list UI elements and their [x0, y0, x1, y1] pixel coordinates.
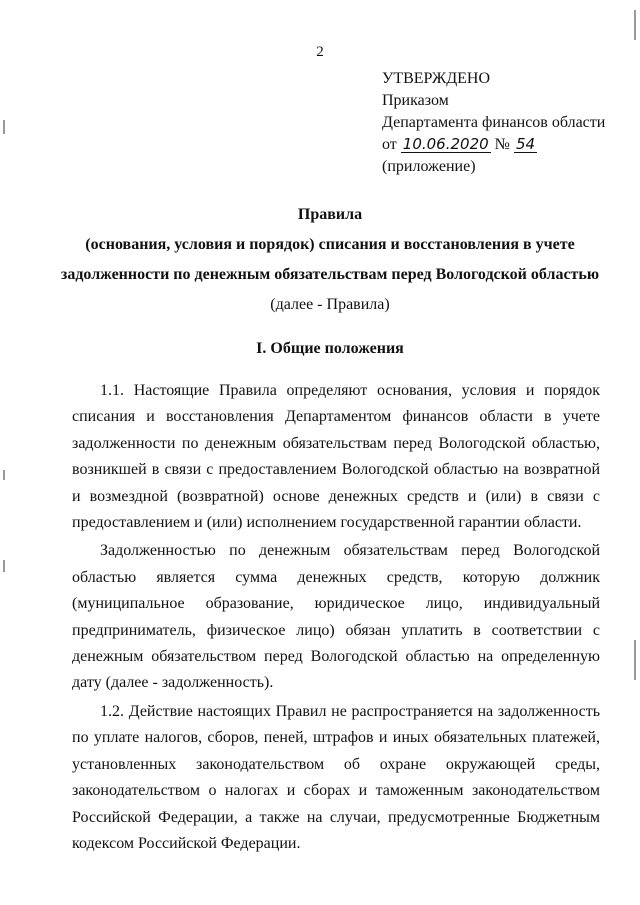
document-title — [60, 200, 600, 320]
paragraph-1-1: 1.1. Настоящие Правила определяют основания, условия и порядок списания и восстановления Департаментом финансов области в учете задолженности по денежным обязательствам перед Вологодской областью, возникшей в связи с предоставлением Вологодской областью на возвратной и возмездной (возвратной) основе денежных средств и (или) в связи с предоставлением и (или) исполнением государственной гарантии области. — [72, 382, 600, 532]
approval-order-label: Приказом — [382, 92, 449, 109]
scan-margin-mark — [3, 470, 5, 480]
approval-block — [382, 68, 605, 178]
title-line-3: задолженности по денежным обязательствам перед Вологодской областью — [60, 266, 600, 283]
scan-margin-mark — [634, 640, 636, 680]
approval-department: Департамента финансов области — [382, 114, 606, 131]
paragraph-definition: Задолженностью по денежным обязательствам перед Вологодской областью является сумма денежных средств, которую должник (муниципальное образование, юридическое лицо, индивидуальный предприниматель, физическое лицо) обязан уплатить в соответствии с денежным обязательством перед Вологодской областью на определенную дату (далее - задолженность). — [72, 542, 600, 692]
section-heading: I. Общие положения — [256, 340, 404, 357]
approval-number-value: 54 — [515, 135, 536, 153]
title-line-1: Правила — [297, 206, 363, 223]
approval-date-line — [382, 134, 605, 156]
body-text — [72, 378, 600, 857]
approval-title: УТВЕРЖДЕНО — [382, 70, 491, 87]
scan-margin-mark — [634, 10, 636, 40]
title-line-2: (основания, условия и порядок) списания и восстановления в учете — [85, 236, 575, 253]
scan-margin-mark — [3, 120, 5, 134]
title-line-4: (далее - Правила) — [270, 296, 390, 313]
page-number: 2 — [316, 44, 324, 60]
approval-number-prefix: № — [494, 136, 510, 153]
approval-date-prefix: от — [382, 136, 397, 153]
paragraph-1-2: 1.2. Действие настоящих Правил не распространяется на задолженность по уплате налогов, сборов, пеней, штрафов и иных обязательных платежей, установленных законодательством об охране окружающей среды, законодательством о налогах и сборах и таможенным законодательством Российской Федерации, а также на случаи, предусмотренные Бюджетным кодексом Российской Федерации. — [72, 702, 600, 852]
approval-date-value: 10.06.2020 — [402, 135, 489, 153]
approval-note: (приложение) — [382, 158, 476, 175]
scan-margin-mark — [3, 560, 5, 572]
